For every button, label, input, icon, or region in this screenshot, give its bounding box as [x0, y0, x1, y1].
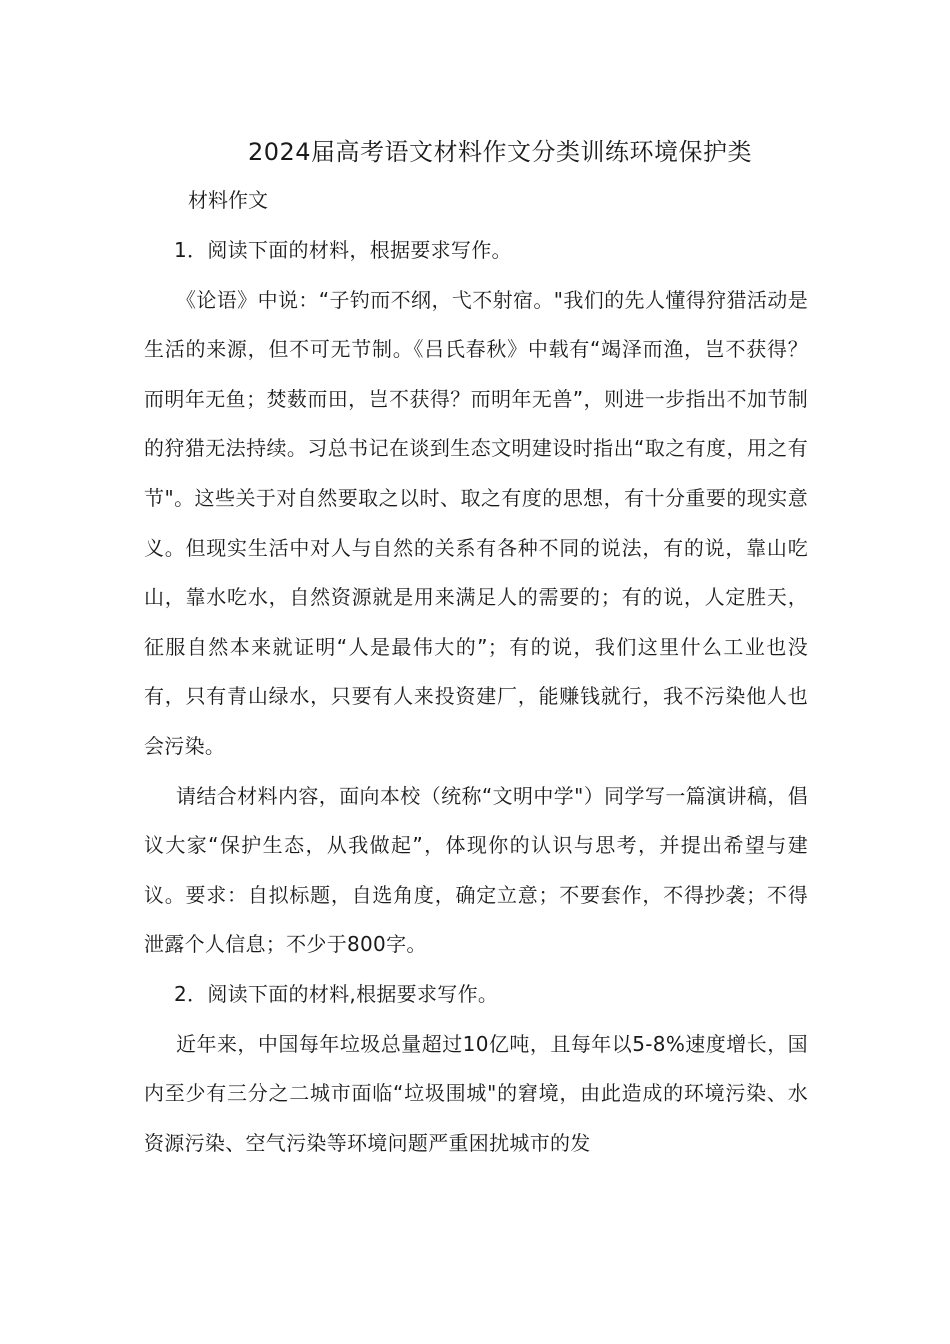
document-body: [144, 226, 808, 1168]
question-2-prompt: 2．阅读下面的材料,根据要求写作。: [174, 981, 499, 1006]
section-label: 材料作文: [188, 188, 268, 212]
question-1-prompt: 1．阅读下面的材料，根据要求写作。: [174, 238, 512, 262]
material-paragraph-2: 近年来，中国每年垃圾总量超过10亿吨，且每年以5-8%速度增长，国内至少有三分之二城市面临“垃圾围城"的窘境，由此造成的环境污染、水资源污染、空气污染等环境问题严重困扰城市的发: [144, 1031, 808, 1155]
material-paragraph: 《论语》中说：“子钓而不纲，弋不射宿。"我们的先人懂得狩猎活动是生活的来源，但不可无节制。《吕氏春秋》中载有“竭泽而渔，岂不获得？而明年无鱼；焚薮而田，岂不获得？而明年无兽”，则进一步指出不加节制的狩猎无法持续。习总书记在谈到生态文明建设时指出“取之有度，用之有节"。这些关于对自然要取之以时、取之有度的思想，有十分重要的现实意义。但现实生活中对人与自然的关系有各种不同的说法，有的说，靠山吃山，靠水吃水，自然资源就是用来满足人的需要的；有的说，人定胜天，征服自然本来就证明“人是最伟大的”；有的说，我们这里什么工业也没有，只有青山绿水，只要有人来投资建厂，能赚钱就行，我不污染他人也会污染。: [144, 287, 808, 758]
page-title: 2024届高考语文材料作文分类训练环境保护类: [247, 138, 753, 166]
writing-requirements: 请结合材料内容，面向本校（统称“文明中学"）同学写一篇演讲稿，倡议大家“保护生态，从我做起”，体现你的认识与思考，并提出希望与建议。要求：自拟标题，自选角度，确定立意；不要套作，不得抄袭；不得泄露个人信息；不少于800字。: [144, 783, 808, 957]
